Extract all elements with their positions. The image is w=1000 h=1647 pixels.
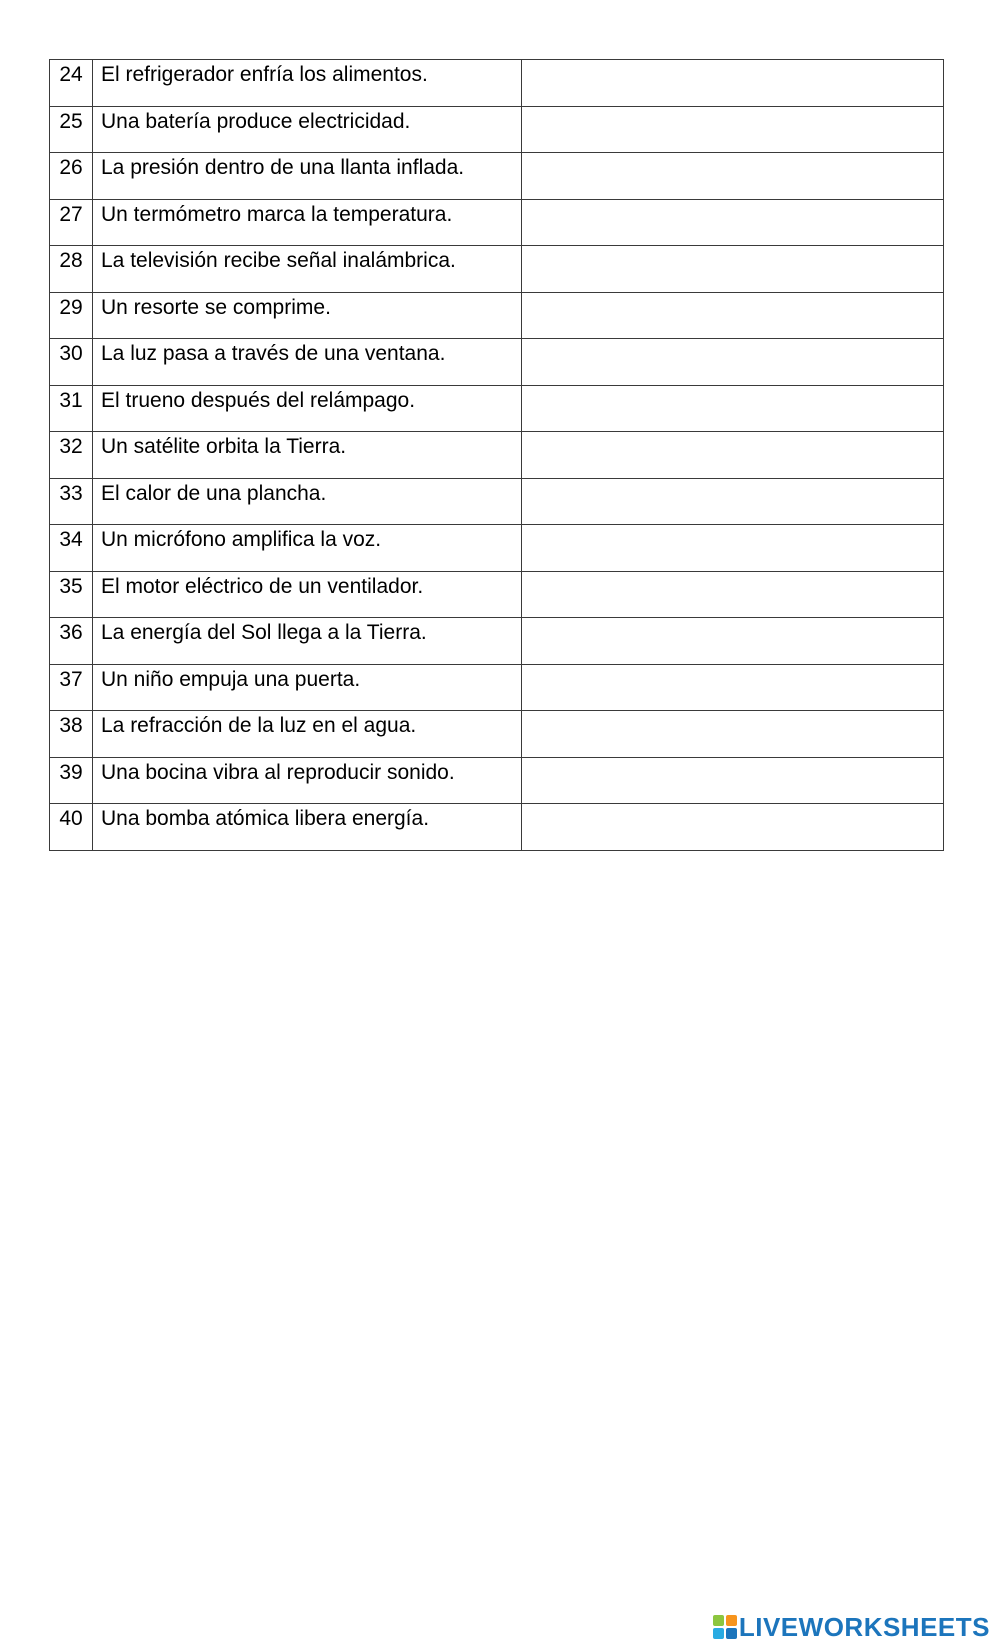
answer-input[interactable] [522,711,943,755]
item-number-cell [50,60,93,107]
table-row [50,757,944,804]
item-number: 35 [59,574,83,598]
logo-mark-square [713,1615,724,1626]
item-number-cell [50,246,93,293]
statement-cell [93,478,522,525]
item-number-cell [50,664,93,711]
answer-input[interactable] [522,479,943,523]
statement-text: La televisión recibe señal inalámbrica. [101,249,456,272]
answer-cell [522,711,944,758]
table-row [50,432,944,479]
answer-input[interactable] [522,293,943,337]
statement-text: La energía del Sol llega a la Tierra. [101,621,427,644]
answer-cell [522,618,944,665]
item-number-cell [50,711,93,758]
item-number: 33 [59,481,83,505]
item-number-cell [50,432,93,479]
item-number: 30 [59,342,83,365]
item-number: 34 [59,528,83,551]
answer-cell [522,757,944,804]
statement-text: Una batería produce electricidad. [101,109,411,133]
answer-input[interactable] [522,339,943,383]
statement-cell [93,106,522,153]
item-number: 36 [59,621,83,644]
answer-cell [522,571,944,618]
statement-text: Un termómetro marca la temperatura. [101,202,453,226]
answer-input[interactable] [522,246,943,290]
item-number-cell [50,525,93,572]
item-number: 38 [59,714,83,737]
answer-input[interactable] [522,432,943,476]
statement-cell [93,153,522,200]
item-number: 31 [59,388,83,412]
statement-cell [93,292,522,339]
statement-cell [93,385,522,432]
table-row [50,618,944,665]
statement-cell [93,618,522,665]
statement-cell [93,711,522,758]
item-number-cell [50,292,93,339]
answer-input[interactable] [522,665,943,709]
item-number: 28 [59,249,83,272]
answer-cell [522,153,944,200]
logo-text: LIVEWORKSHEETS [738,1611,990,1642]
item-number: 40 [59,807,83,830]
table-row [50,292,944,339]
table-row [50,664,944,711]
answer-input[interactable] [522,618,943,662]
table-row [50,153,944,200]
item-number: 26 [59,156,83,179]
worksheet-table [49,59,944,851]
statement-cell [93,60,522,107]
answer-input[interactable] [522,60,943,104]
statement-text: La presión dentro de una llanta inflada. [101,156,465,179]
statement-cell [93,525,522,572]
answer-input[interactable] [522,153,943,197]
statement-text: El trueno después del relámpago. [101,388,416,412]
table-row [50,478,944,525]
answer-cell [522,385,944,432]
item-number: 24 [59,63,83,86]
item-number-cell [50,804,93,851]
statement-cell [93,664,522,711]
item-number: 29 [59,295,83,319]
answer-input[interactable] [522,804,943,848]
statement-text: Un resorte se comprime. [101,295,331,319]
table-row [50,804,944,851]
answer-cell [522,664,944,711]
statement-cell [93,432,522,479]
logo-mark-square [726,1628,737,1639]
table-row [50,339,944,386]
answer-cell [522,804,944,851]
logo-mark-icon [713,1615,737,1639]
statement-text: El refrigerador enfría los alimentos. [101,63,428,86]
statement-cell [93,571,522,618]
answer-input[interactable] [522,758,943,802]
item-number: 27 [59,202,83,226]
answer-input[interactable] [522,200,943,244]
logo-mark-square [713,1628,724,1639]
answer-cell [522,106,944,153]
statement-cell [93,757,522,804]
answer-input[interactable] [522,386,943,430]
table-row [50,711,944,758]
answer-cell [522,525,944,572]
item-number-cell [50,571,93,618]
item-number-cell [50,757,93,804]
answer-cell [522,246,944,293]
answer-input[interactable] [522,572,943,616]
item-number-cell [50,339,93,386]
table-row [50,525,944,572]
statement-text: Una bomba atómica libera energía. [101,807,430,830]
table-row [50,385,944,432]
answer-cell [522,292,944,339]
table-row [50,60,944,107]
statement-cell [93,804,522,851]
answer-input[interactable] [522,107,943,151]
answer-cell [522,199,944,246]
statement-cell [93,339,522,386]
table-row [50,246,944,293]
statement-text: Un satélite orbita la Tierra. [101,435,347,458]
statement-text: Un niño empuja una puerta. [101,667,361,691]
statement-cell [93,199,522,246]
table-row [50,106,944,153]
statement-text: El calor de una plancha. [101,481,327,505]
answer-input[interactable] [522,525,943,569]
statement-text: Un micrófono amplifica la voz. [101,528,382,551]
item-number-cell [50,618,93,665]
item-number-cell [50,153,93,200]
statement-text: La refracción de la luz en el agua. [101,714,417,737]
statement-text: La luz pasa a través de una ventana. [101,342,446,365]
logo-mark-square [726,1615,737,1626]
liveworksheets-logo [713,1612,990,1642]
item-number-cell [50,478,93,525]
statement-text: Una bocina vibra al reproducir sonido. [101,760,455,784]
item-number: 39 [59,760,83,784]
answer-cell [522,60,944,107]
table-row [50,571,944,618]
answer-cell [522,339,944,386]
item-number: 37 [59,667,83,691]
statement-text: El motor eléctrico de un ventilador. [101,574,424,598]
table-row [50,199,944,246]
statement-cell [93,246,522,293]
item-number-cell [50,385,93,432]
item-number-cell [50,199,93,246]
item-number: 32 [59,435,83,458]
answer-cell [522,432,944,479]
worksheet-rows [50,60,944,851]
answer-cell [522,478,944,525]
item-number: 25 [59,109,83,133]
item-number-cell [50,106,93,153]
